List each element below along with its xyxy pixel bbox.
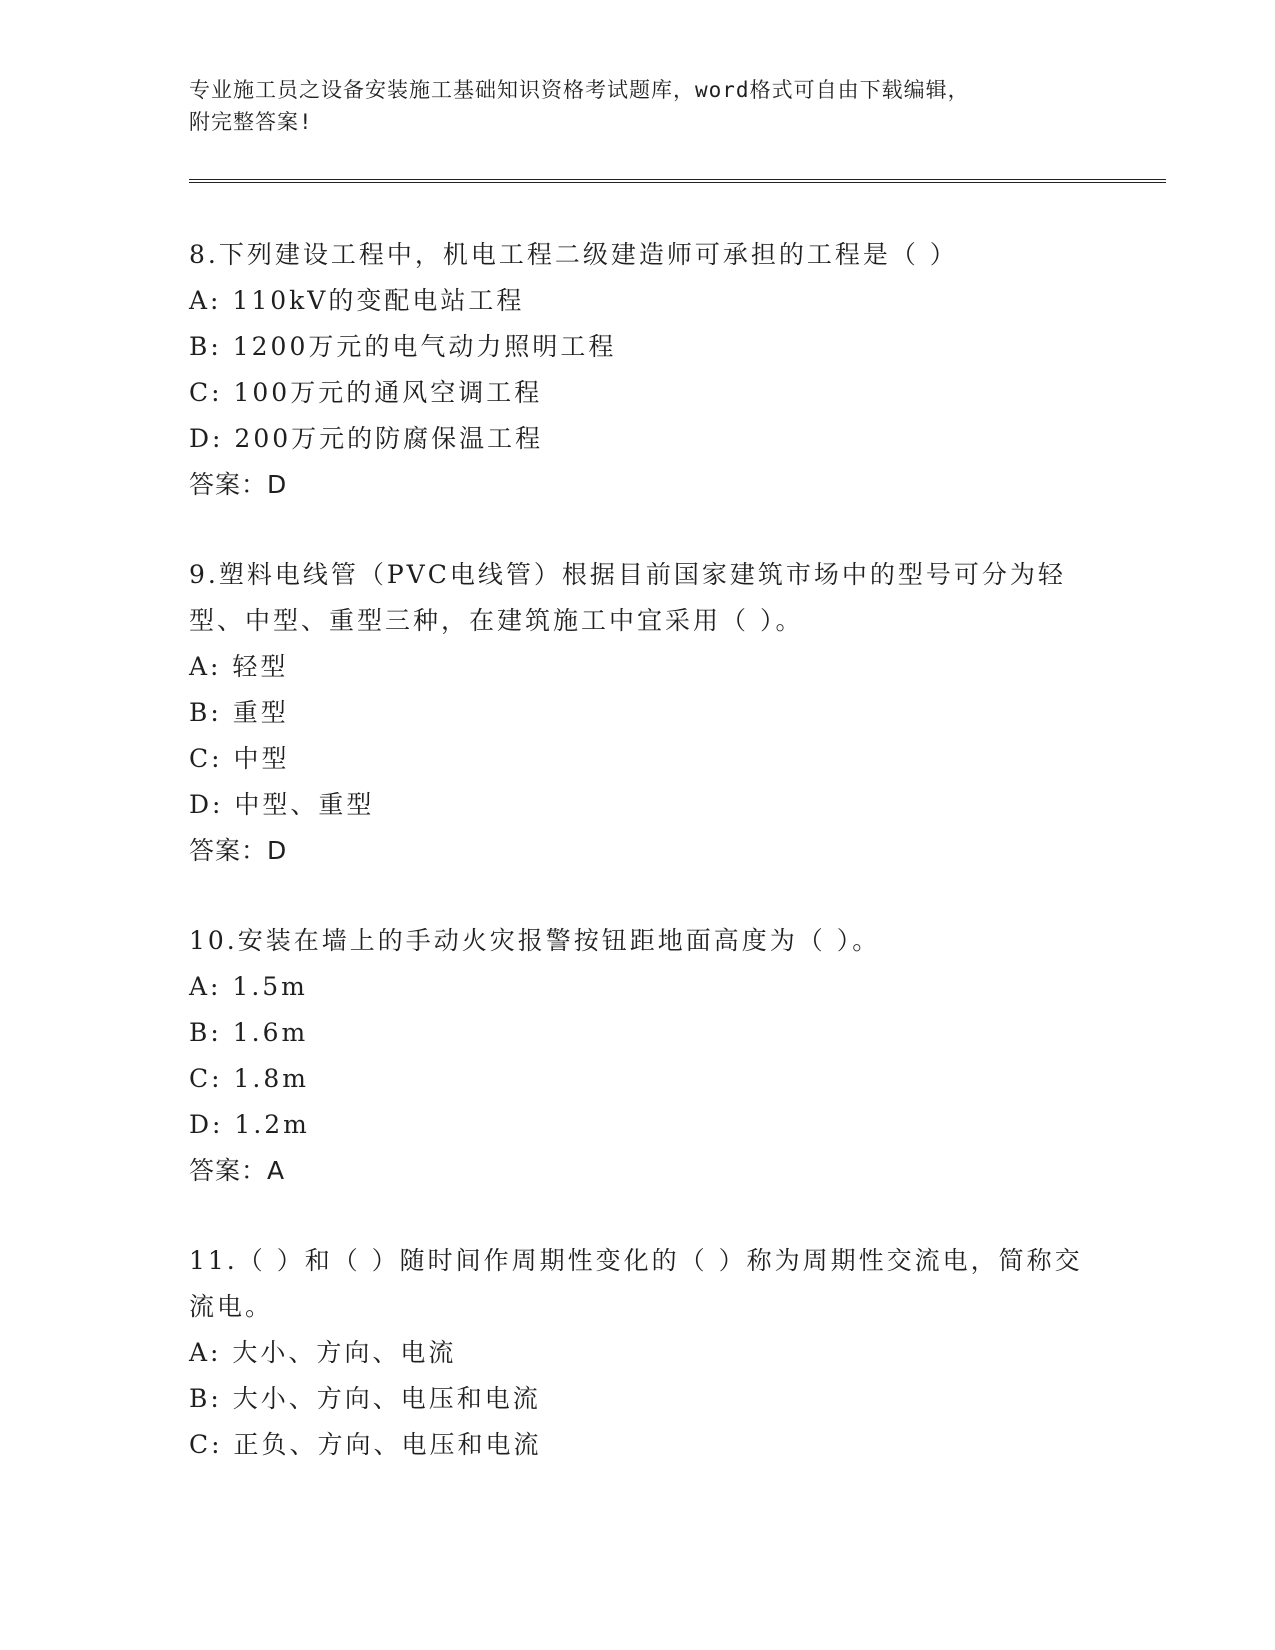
header-line-1: 专业施工员之设备安装施工基础知识资格考试题库，word格式可自由下载编辑， <box>189 78 970 102</box>
option-d: D: 中型、重型 <box>189 790 375 819</box>
option-c: C: 正负、方向、电压和电流 <box>189 1430 542 1459</box>
option-c: C: 100万元的通风空调工程 <box>189 378 543 407</box>
option-b: B: 重型 <box>189 698 289 727</box>
question-11 <box>189 1238 1089 1468</box>
answer: 答案：D <box>189 836 288 865</box>
option-b: B: 大小、方向、电压和电流 <box>189 1384 541 1413</box>
header-divider <box>189 179 1166 183</box>
option-c: C: 中型 <box>189 744 290 773</box>
question-9 <box>189 552 1089 874</box>
option-b: B: 1200万元的电气动力照明工程 <box>189 332 617 361</box>
question-list <box>189 232 1089 1512</box>
option-c: C: 1.8m <box>189 1064 309 1093</box>
option-d: D: 1.2m <box>189 1110 310 1139</box>
document-header <box>189 74 1089 138</box>
answer: 答案：A <box>189 1156 286 1185</box>
header-line-2: 附完整答案! <box>189 110 313 134</box>
option-b: B: 1.6m <box>189 1018 309 1047</box>
option-d: D: 200万元的防腐保温工程 <box>189 424 544 453</box>
option-a: A: 轻型 <box>189 652 289 681</box>
answer: 答案：D <box>189 470 288 499</box>
question-stem: 8.下列建设工程中，机电工程二级建造师可承担的工程是（ ） <box>189 240 958 269</box>
question-stem: 10.安装在墙上的手动火灾报警按钮距地面高度为（ ）。 <box>189 926 881 955</box>
question-stem: 11.（ ）和（ ）随时间作周期性变化的（ ）称为周期性交流电，简称交流电。 <box>189 1246 1083 1321</box>
option-a: A: 110kV的变配电站工程 <box>189 286 525 315</box>
question-10 <box>189 918 1089 1194</box>
question-8 <box>189 232 1089 508</box>
question-stem: 9.塑料电线管（PVC电线管）根据目前国家建筑市场中的型号可分为轻型、中型、重型三种，在建筑施工中宜采用（ ）。 <box>189 560 1066 635</box>
option-a: A: 1.5m <box>189 972 308 1001</box>
option-a: A: 大小、方向、电流 <box>189 1338 457 1367</box>
